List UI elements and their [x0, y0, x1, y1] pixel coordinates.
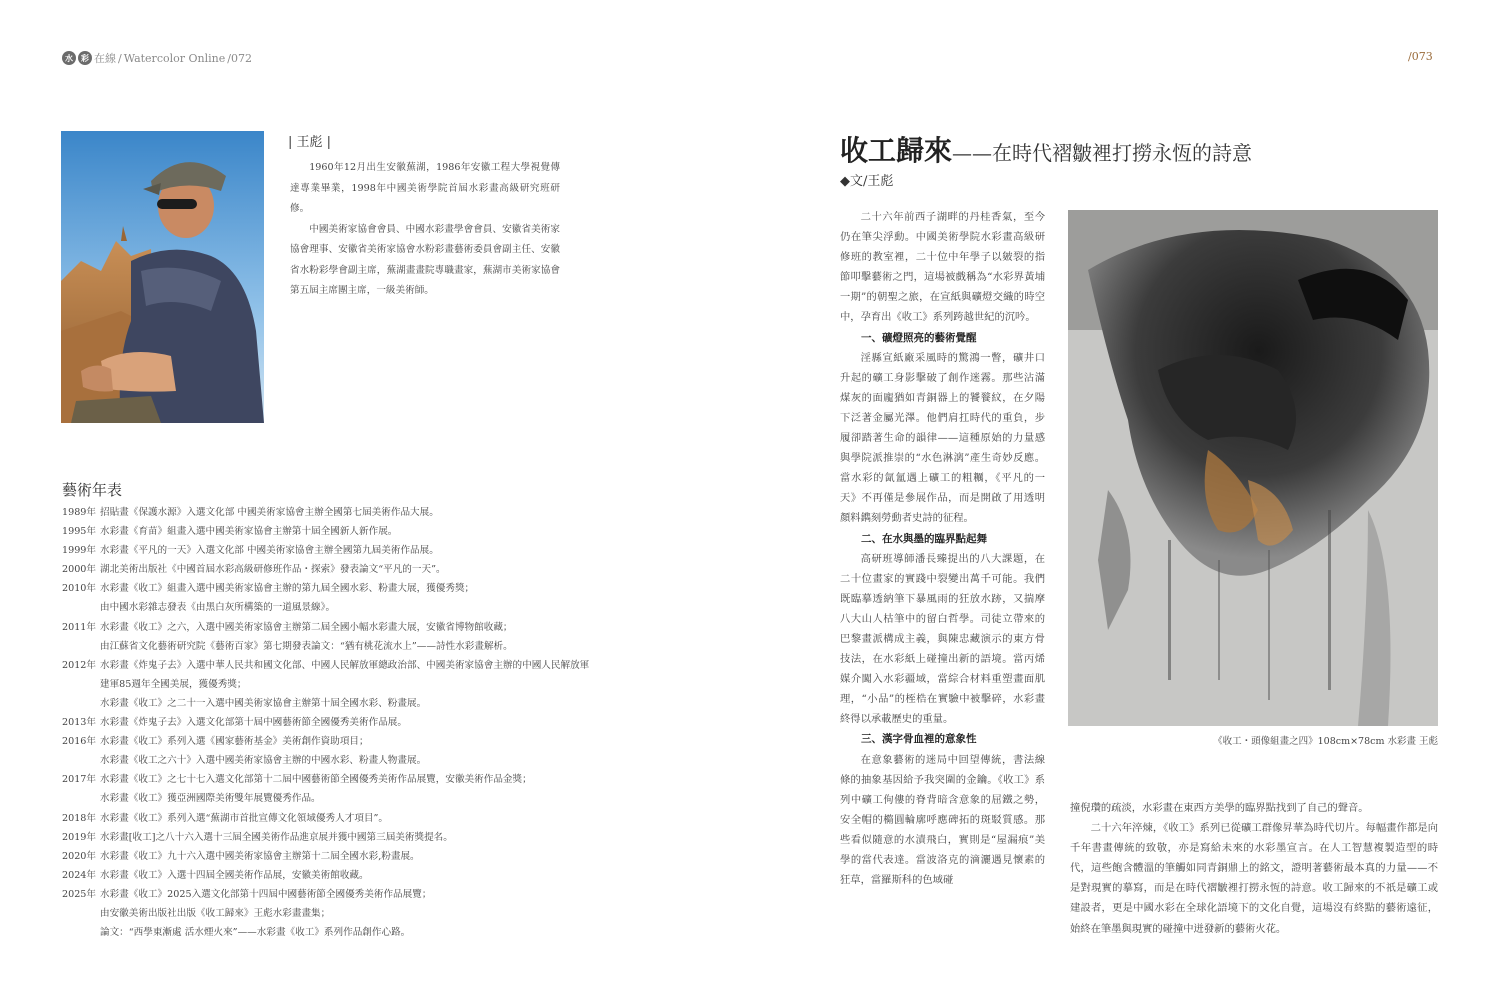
timeline-text: 水彩畫《炸鬼子去》入選文化部第十屆中國藝術節全國優秀美術作品展。 [100, 717, 407, 729]
timeline-text: 水彩畫《育苗》組畫入選中國美術家協會主辦第十屆全國新人新作展。 [100, 526, 398, 538]
timeline-list [62, 503, 672, 942]
article-title [840, 129, 1252, 169]
timeline-text: 水彩畫《收工》系列入選《國家藝術基金》美術創作資助項目； [100, 736, 369, 748]
timeline-text: 水彩畫《收工之六十》入選中國美術家協會主辦的中國水彩、粉畫人物畫展。 [100, 755, 427, 767]
timeline-row [62, 885, 672, 904]
page-number-left: /072 [227, 51, 252, 65]
timeline-text: 水彩畫《收工》獲亞洲國際美術雙年展覽優秀作品。 [100, 793, 321, 805]
timeline-row [62, 770, 672, 789]
timeline-text: 由安徽美術出版社出版《收工歸來》王彪水彩畫畫集； [100, 907, 331, 919]
section-heading: 三、漢字骨血裡的意象性 [861, 733, 977, 746]
timeline-row [62, 637, 672, 656]
bio-paragraph: 1960年12月出生安徽蕪湖，1986年安徽工程大學視覺傳達專業畢業，1998年中國美術學院首屆水彩畫高級研究班研修。 [290, 162, 560, 214]
article-author: ◆文/王彪 [840, 174, 894, 189]
timeline-year: 2011年 [62, 621, 97, 633]
article-paragraph: 高研班導師潘長臻提出的八大課題，在二十位畫家的實踐中裂變出萬千可能。我們既臨摹透納筆下暴風雨的狂放水跡，又揣摩八大山人枯筆中的留白哲學。司徒立帶來的巴黎畫派構成主義，與陳忠藏演示的東方骨技法，在水彩紙上碰撞出新的語境。當丙烯媒介闖入水彩疆域，當綜合材料重塑畫面肌理，“小品”的桎梏在實驗中被擊碎，水彩畫終得以承載歷史的重量。 [840, 552, 1045, 726]
timeline-row [62, 675, 672, 694]
timeline-title: 藝術年表 [62, 481, 123, 499]
painting-image [1068, 210, 1438, 726]
timeline-year: 2019年 [62, 831, 97, 843]
timeline-row [62, 522, 672, 541]
timeline-text: 水彩畫《收工》之二十一入選中國美術家協會主辦第十屆全國水彩、粉畫展。 [100, 697, 427, 709]
timeline-row [62, 866, 672, 885]
timeline-text: 水彩畫《收工》入選十四屆全國美術作品展，安徽美術館收藏。 [100, 869, 369, 881]
bio-paragraph: 中國美術家協會會員、中國水彩畫學會會員、安徽省美術家協會理事、安徽省美術家協會水粉彩畫藝術委員會副主任、安徽省水粉彩學會副主席，蕪湖畫畫院專職畫家，蕪湖市美術家協會第五屆主席團主席，一級美術師。 [290, 223, 560, 296]
page-number-right: /073 [1408, 50, 1433, 63]
timeline-text: 水彩畫《收工》之七十七入選文化部第十二屆中國藝術節全國優秀美術作品展覽，安徽美術作品金獎； [100, 774, 532, 786]
header-separator: / [118, 51, 122, 65]
artist-name: | 王彪 | [288, 135, 332, 150]
timeline-row [62, 560, 672, 579]
timeline-year: 2012年 [62, 659, 97, 671]
timeline-text: 水彩畫《收工》2025入選文化部第十四屆中國藝術節全國優秀美術作品展覽； [100, 888, 432, 900]
timeline-year: 2017年 [62, 774, 97, 786]
timeline-row [62, 713, 672, 732]
timeline-text: 水彩畫《炸鬼子去》入選中華人民共和國文化部、中國人民解放軍總政治部、中國美術家協會主辦的中國人民解放軍 [100, 659, 590, 671]
article-paragraph: 淫縣宣紙廠采風時的驚鴻一瞥，礦井口升起的礦工身影擊破了創作迷霧。那些沾滿煤灰的面龐猶如青銅器上的饕餮紋，在夕陽下泛著金屬光澤。他們肩扛時代的重負，步履卻踏著生命的韻律——這種原始的力量感與學院派推崇的“水色淋漓”產生奇妙反應。當水彩的氤氳遇上礦工的粗糲，《平凡的一天》不再僅是參展作品，而是開啟了用透明顏料鐫刻勞動者史詩的征程。 [840, 351, 1045, 525]
timeline-text: 由江蘇省文化藝術研究院《藝術百家》第七期發表論文：“猶有桃花流水上”——詩性水彩畫解析。 [100, 640, 513, 652]
timeline-row [62, 618, 672, 637]
article-paragraph: 撞倪瓚的疏淡，水彩畫在東西方美學的臨界點找到了自己的聲音。 [1070, 802, 1369, 814]
article-column-1 [840, 207, 1045, 890]
timeline-row [62, 847, 672, 866]
timeline-text: 水彩畫《收工》系列入選“蕪湖市首批宣傳文化領域優秀人才項目”。 [100, 812, 389, 824]
article-title-sub: ——在時代褶皺裡打撈永恆的詩意 [952, 141, 1253, 165]
timeline-row [62, 789, 672, 808]
logo-dot-2: 彩 [78, 51, 92, 65]
timeline-year: 2018年 [62, 812, 97, 824]
painting-caption: 《收工・頭像組畫之四》108cm×78cm 水彩畫 王彪 [1213, 736, 1438, 747]
artist-bio [290, 158, 560, 302]
timeline-text: 水彩畫《收工》九十六入選中國美術家協會主辦第十二屆全國水彩,粉畫展。 [100, 850, 420, 862]
timeline-year: 2016年 [62, 736, 97, 748]
timeline-row [62, 503, 672, 522]
timeline-year: 2025年 [62, 888, 97, 900]
timeline-text: 招貼畫《保護水源》入選文化部 中國美術家協會主辦全國第七屆美術作品大展。 [100, 507, 439, 518]
artist-photo [61, 131, 264, 423]
timeline-row [62, 732, 672, 751]
magazine-english-name: Watercolor Online [123, 51, 226, 65]
timeline-row [62, 656, 672, 675]
timeline-text: 論文：“西學東漸處 活水煙火來”——水彩畫《收工》系列作品創作心路。 [100, 927, 411, 939]
timeline-year: 2000年 [62, 564, 97, 576]
timeline-year: 2013年 [62, 717, 97, 729]
timeline-row [62, 694, 672, 713]
logo-dot-1: 水 [62, 51, 76, 65]
timeline-text: 水彩畫《收工》之六，入選中國美術家協會主辦第二屆全國小幅水彩畫大展，安徽省博物館收藏； [100, 621, 513, 633]
timeline-year: 2020年 [62, 850, 97, 862]
section-heading: 二、在水與墨的臨界點起舞 [861, 532, 987, 545]
timeline-year: 1989年 [62, 507, 97, 518]
timeline-row [62, 923, 672, 942]
timeline-row [62, 598, 672, 617]
timeline-row [62, 828, 672, 847]
timeline-row [62, 904, 672, 923]
timeline-text: 水彩畫《收工》組畫入選中國美術家協會主辦的第九屆全國水彩、粉畫大展，獲優秀獎； [100, 583, 475, 595]
timeline-year: 2024年 [62, 869, 97, 881]
article-column-2 [1070, 798, 1438, 939]
timeline-text: 水彩畫《平凡的一天》入選文化部 中國美術家協會主辦全國第九屆美術作品展。 [100, 545, 439, 557]
timeline-year: 1999年 [62, 545, 97, 557]
timeline-text: 水彩畫[收工]之八十六入選十三屆全國美術作品進京展并獲中國第三屆美術獎提名。 [100, 831, 453, 843]
magazine-header-left [62, 50, 252, 66]
article-paragraph: 在意象藝術的迷局中回望傳統，書法線條的抽象基因給予我突圍的金鑰。《收工》系列中礦工佝僂的脊背暗含意象的屈鐵之勢，安全帽的橢圓輪廓呼應碑拓的斑駁質感。那些看似隨意的水漬飛白，實則是“屋漏痕”美學的當代表達。當波洛克的滴灑遇見懷素的狂草，當羅斯科的色域碰 [840, 753, 1045, 887]
artist-photo-illustration [61, 131, 264, 423]
article-paragraph: 二十六年前西子湖畔的丹桂香氣，至今仍在筆尖浮動。中國美術學院水彩畫高級研修班的教室裡，二十位中年學子以皴裂的指節叩擊藝術之門，這場被戲稱為“水彩界黃埔一期”的朝聖之旅，在宣紙與礦燈交織的時空中，孕育出《收工》系列跨越世紀的沉吟。 [840, 211, 1045, 324]
timeline-row [62, 809, 672, 828]
timeline-year: 2010年 [62, 583, 97, 595]
article-paragraph: 二十六年淬煉，《收工》系列已從礦工群像昇華為時代切片。每幅畫作都是向千年書畫傳統的致敬，亦是寫給未來的水彩墨宣言。在人工智慧複製造型的時代，這些飽含體溫的筆觸如同青銅鼎上的銘文，證明著藝術最本真的力量——不是對現實的摹寫，而是在時代褶皺裡打撈永恆的詩意。收工歸來的不祇是礦工或建設者，更是中國水彩在全球化語境下的文化自覺，這場沒有終點的藝術遠征，始終在筆墨與現實的碰撞中迸發新的藝術火花。 [1070, 822, 1438, 935]
timeline-text: 建軍85週年全國美展，獲優秀獎； [100, 678, 247, 690]
painting-illustration [1068, 210, 1438, 726]
section-heading: 一、礦燈照亮的藝術覺醒 [861, 331, 977, 344]
timeline-year: 1995年 [62, 526, 97, 538]
timeline-row [62, 751, 672, 770]
magazine-name: 在線 [94, 52, 116, 65]
article-title-main: 收工歸來 [840, 134, 953, 167]
timeline-row [62, 541, 672, 560]
timeline-row [62, 579, 672, 598]
timeline-text: 由中國水彩雜志發表《由黑白灰所構築的一道風景線》。 [100, 602, 336, 614]
timeline-text: 湖北美術出版社《中國首屆水彩高級研修班作品・探索》發表論文“平凡的一天”。 [100, 564, 446, 576]
